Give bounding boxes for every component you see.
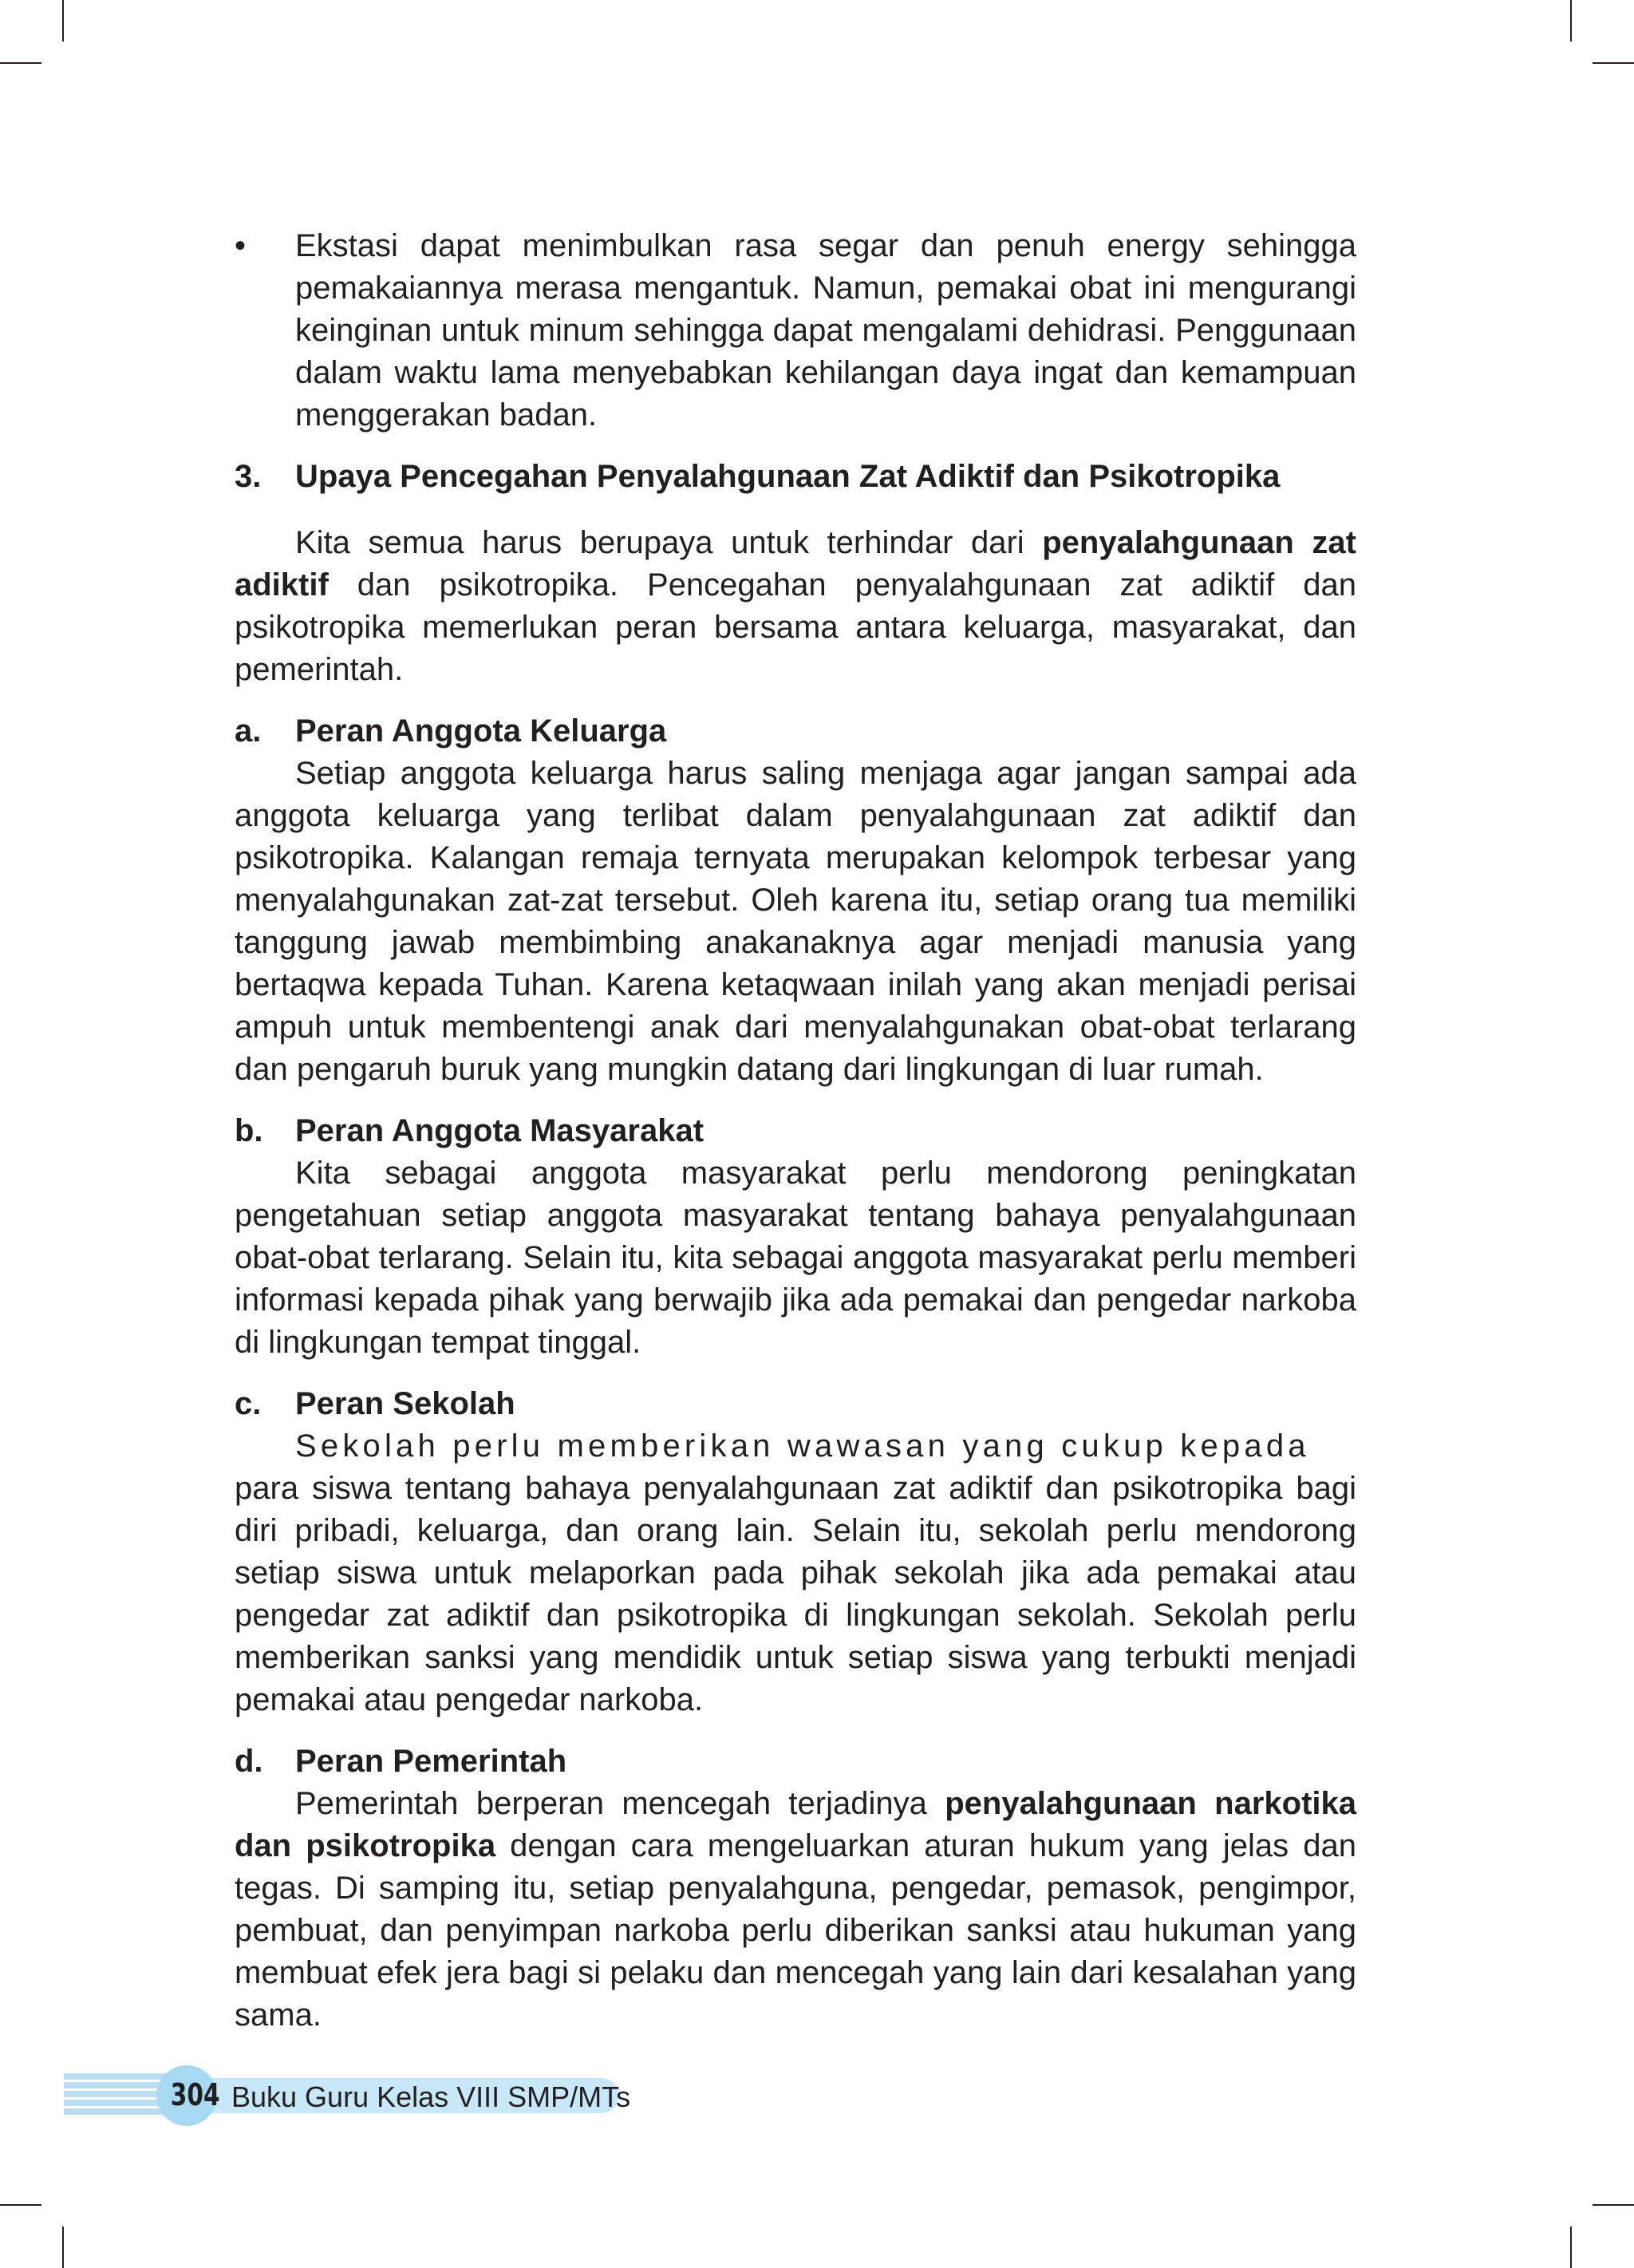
section-number: 3. <box>235 459 262 494</box>
section-intro: Kita semua harus berupaya untuk terhindar dari penyalahgunaan zat adiktif dan psikotropika. Pencegahan penyalahgunaan zat adiktif dan psikotropika memerlukan peran bersama antara keluarga, masyarakat, dan pemerintah. <box>235 525 1356 687</box>
crop-mark <box>1570 2227 1572 2268</box>
crop-mark <box>62 0 64 41</box>
subsection-letter: c. <box>235 1386 262 1421</box>
subsection-letter: a. <box>235 713 262 749</box>
subsection-title: Peran Anggota Keluarga <box>295 713 667 749</box>
crop-mark <box>0 62 41 64</box>
subsection-title: Peran Sekolah <box>295 1386 515 1421</box>
subsection-text-b: Kita sebagai anggota masyarakat perlu mendorong peningkatan pengetahuan setiap anggota masyarakat tentang bahaya penyalahgunaan obat-obat terlarang. Selain itu, kita sebagai anggota masyarakat perlu memberi informasi kepada pihak yang berwajib jika ada pemakai dan pengedar narkoba di lingkungan tempat tinggal. <box>235 1156 1356 1360</box>
subsection-text-c-line1: Sekolah perlu memberikan wawasan yang cukup kepada <box>295 1428 1310 1464</box>
subsection-heading-c <box>235 1383 1356 1425</box>
bullet-item <box>235 225 1356 437</box>
subsection-letter: d. <box>235 1744 263 1779</box>
subsection-heading-d <box>235 1741 1356 1783</box>
bold-term: penyalahgunaan zat adiktif <box>235 525 1356 603</box>
section-heading <box>235 456 1356 498</box>
page-footer <box>0 2065 638 2126</box>
crop-mark <box>1593 62 1634 64</box>
book-title: Buku Guru Kelas VIII SMP/MTs <box>231 2080 631 2113</box>
crop-mark <box>0 2204 41 2206</box>
subsection-letter: b. <box>235 1113 263 1148</box>
subsection-text-c: para siswa tentang bahaya penyalahgunaan zat adiktif dan psikotropika bagi diri pribadi, keluarga, dan orang lain. Selain itu, sekolah perlu mendorong setiap siswa untuk melaporkan pada pihak sekolah jika ada pemakai atau pengedar zat adiktif dan psikotropika di lingkungan sekolah. Sekolah perlu memberikan sanksi yang mendidik untuk setiap siswa yang terbukti menjadi pemakai atau pengedar narkoba. <box>235 1471 1356 1717</box>
subsection-title: Peran Pemerintah <box>295 1744 567 1779</box>
bold-term: penyalahgunaan narkotika dan psikotropika <box>235 1786 1357 1863</box>
subsection-title: Peran Anggota Masyarakat <box>295 1113 705 1148</box>
subsection-text-d: Pemerintah berperan mencegah terjadinya penyalahgunaan narkotika dan psikotropika dengan cara mengeluarkan aturan hukum yang jelas dan tegas. Di samping itu, setiap penyalahguna, pengedar, pemasok, pengimpor, pembuat, dan penyimpan narkoba perlu diberikan sanksi atau hukuman yang membuat efek jera bagi si pelaku dan mencegah yang lain dari kesalahan yang sama. <box>235 1786 1357 2033</box>
crop-mark <box>62 2227 64 2268</box>
crop-mark <box>1570 0 1572 41</box>
bullet-text: Ekstasi dapat menimbulkan rasa segar dan penuh energy sehingga pemakaiannya merasa mengantuk. Namun, pemakai obat ini mengurangi keinginan untuk minum sehingga dapat mengalami dehidrasi. Penggunaan dalam waktu lama menyebabkan kehilangan daya ingat dan kemampuan menggerakan badan. <box>295 228 1356 433</box>
crop-mark <box>1593 2204 1634 2206</box>
page-content <box>235 225 1356 2037</box>
section-title: Upaya Pencegahan Penyalahgunaan Zat Adiktif dan Psikotropika <box>295 459 1281 494</box>
subsection-heading-b <box>235 1110 1356 1152</box>
subsection-heading-a <box>235 710 1356 753</box>
subsection-text-a: Setiap anggota keluarga harus saling menjaga agar jangan sampai ada anggota keluarga yang terlibat dalam penyalahgunaan zat adiktif dan psikotropika. Kalangan remaja ternyata merupakan kelompok terbesar yang menyalahgunakan zat-zat tersebut. Oleh karena itu, setiap orang tua memiliki tanggung jawab membimbing anakanaknya agar menjadi manusia yang bertaqwa kepada Tuhan. Karena ketaqwaan inilah yang akan menjadi perisai ampuh untuk membentengi anak dari menyalahgunakan obat-obat terlarang dan pengaruh buruk yang mungkin datang dari lingkungan di luar rumah. <box>235 756 1356 1087</box>
page-number: 304 <box>170 2077 220 2112</box>
bullet-mark: • <box>235 228 247 263</box>
